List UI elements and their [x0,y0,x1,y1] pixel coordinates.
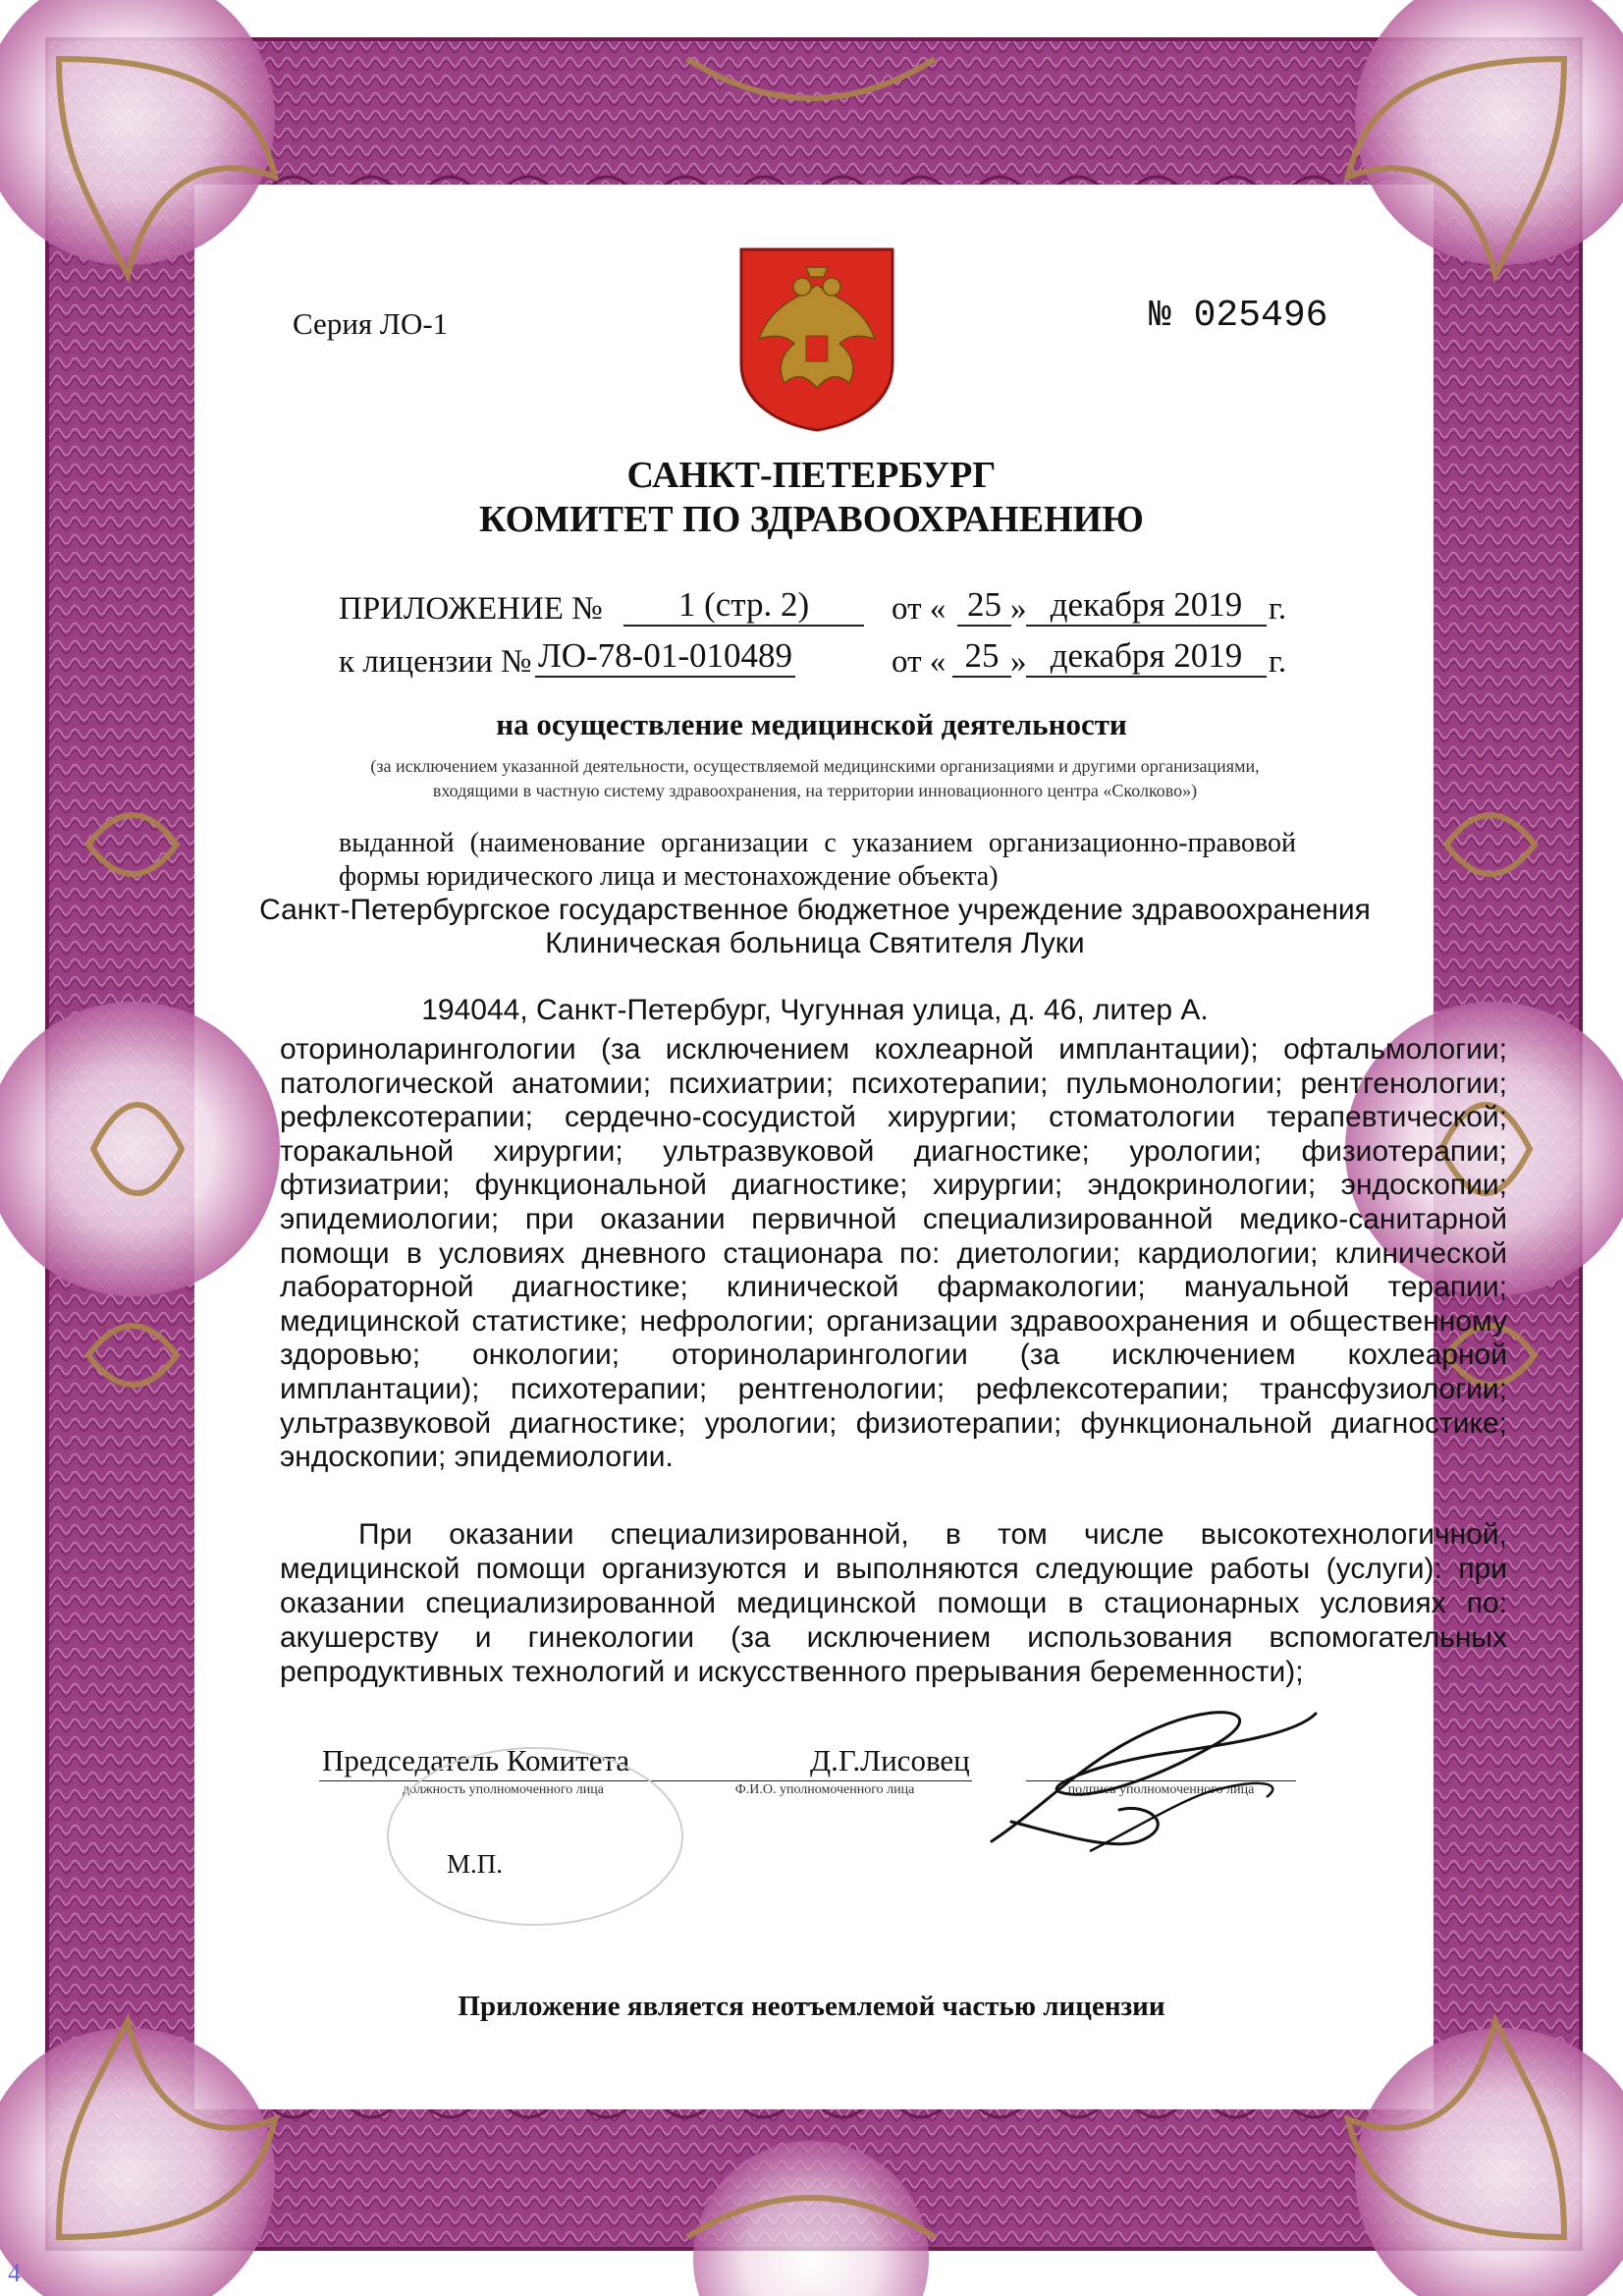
coat-of-arms-icon [737,246,896,432]
services-line: фтизиатрии; функциональной диагностике; хирургии; эндокринологии; эндоскопии; [280,1169,1507,1202]
services-line: лабораторной диагностике; клинической фармакологии; мануальной терапии; [280,1271,1507,1304]
authority-city: САНКТ-ПЕТЕРБУРГ [626,455,997,496]
page-mark: 4 [8,2259,21,2287]
appendix-label: ПРИЛОЖЕНИЕ № [339,591,603,627]
services-line: эпидемиологии; при оказании первичной специализированной медико-санитарной [280,1202,1507,1235]
organization-name [226,894,1404,960]
signatory-name: Д.Г.Лисовец [810,1743,970,1777]
services-line: помощи в условиях дневного стационара по: диетологии; кардиологии; клинической [280,1236,1507,1270]
issued-note: выданной (наименование организации с указанием организационно-правовой формы юридического лица и местонахождение объекта) [339,828,1296,892]
stamp-place-label: М.П. [447,1849,504,1879]
license-day-close: » [1010,644,1027,680]
services-list [280,1033,1507,1475]
license-year-suffix: г. [1269,644,1287,680]
services-line: эндоскопии; эпидемиологии. [280,1441,674,1474]
services-line: рефлексотерапии; сердечно-сосудистой хирургии; стоматологии терапевтической; [280,1101,1507,1134]
faint-stamp [373,1738,697,1935]
appendix-number: 1 (стр. 2) [623,585,864,627]
position-caption: должность уполномоченного лица [403,1782,604,1797]
series-label: Серия ЛО-1 [293,306,449,341]
services-line: здоровью; онкологии; оториноларингологии (за исключением кохлеарной [280,1339,1507,1372]
license-value: ЛО-78-01-010489 [535,636,795,678]
signature-caption: подпись уполномоченного лица [1067,1782,1255,1797]
organization-line-2: Клиническая больница Святителя Луки [545,927,1085,959]
organization-address: 194044, Санкт-Петербург, Чугунная улица, д. 46, литер А. [421,994,1209,1026]
exclusion-note: (за исключением указанной деятельности, осуществляемой медицинскими организациями и другими организациями, входящими в частную систему здравоохранения, на территории инновационного центра «Сколково») [370,756,1260,800]
organization-line-1: Санкт-Петербургское государственное бюджетное учреждение здравоохранения [259,894,1371,926]
appendix-day-close: » [1010,591,1027,627]
footer-note: Приложение является неотъемлемой частью лицензии [458,1991,1165,2022]
appendix-day: 25 [957,585,1011,627]
name-caption: Ф.И.О. уполномоченного лица [734,1782,915,1797]
license-from-label: от « [892,644,947,680]
appendix-year-suffix: г. [1269,591,1287,627]
services-line: имплантации); психотерапии; рентгенологии; рефлексотерапии; трансфузиологии; [280,1372,1507,1405]
specialized-care-paragraph: При оказании специализированной, в том числе высокотехнологичной, медицинской помощи организуются и выполняются следующие работы (услуги): при оказании специализированной медицинской помощи в стационарных условиях по: акушерству и гинекологии (за исключением использования вспомогательных репродуктивных технологий и искусственного прерывания беременности); [280,1518,1507,1688]
license-day: 25 [952,636,1011,678]
appendix-month-year: декабря 2019 [1026,585,1267,627]
signatory-position: Председатель Комитета [322,1743,630,1777]
license-number: № 025496 [1149,295,1328,337]
license-purpose: на осуществление медицинской деятельности [496,707,1127,741]
services-line: торакальной хирургии; ультразвуковой диагностике; урологии; физиотерапии; [280,1134,1507,1168]
services-line: оториноларингологии (за исключением кохлеарной имплантации); офтальмологии; [280,1033,1507,1066]
name-underline [677,1780,972,1781]
services-line: патологической анатомии; психиатрии; психотерапии; пульмонологии; рентгенологии; [280,1066,1507,1100]
license-month-year: декабря 2019 [1026,636,1267,678]
authority-committee: КОМИТЕТ ПО ЗДРАВООХРАНЕНИЮ [479,499,1144,540]
handwritten-signature [972,1684,1335,1871]
license-label: к лицензии № [339,644,532,680]
appendix-from-label: от « [892,591,947,627]
services-line: ультразвуковой диагностике; урологии; физиотерапии; функциональной диагностике; [280,1406,1507,1440]
services-line: медицинской статистике; нефрологии; организации здравоохранения и общественному [280,1304,1507,1338]
